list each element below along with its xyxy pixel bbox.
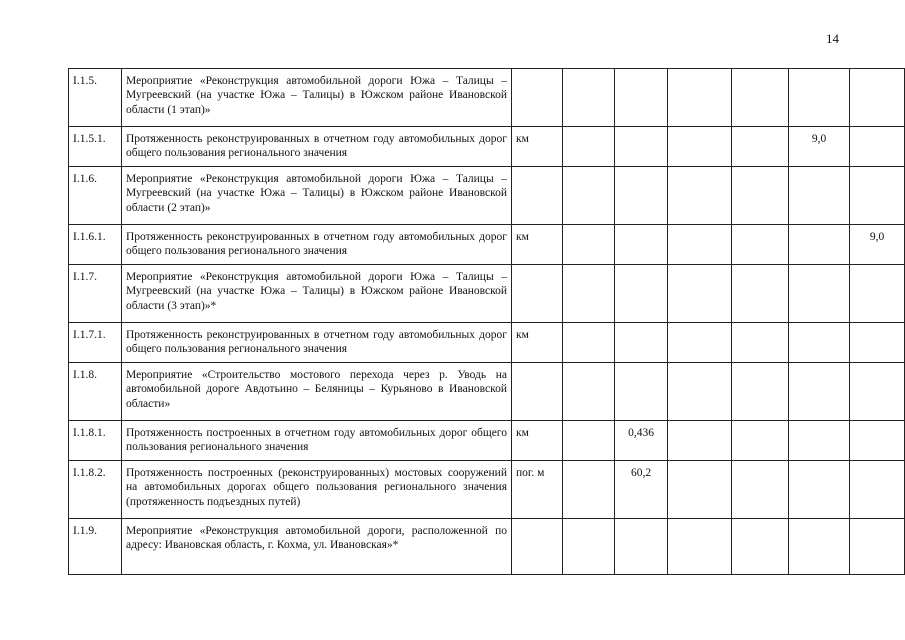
row-value-col-6: 9,0 — [850, 225, 905, 265]
row-code: I.1.5.1. — [69, 127, 122, 167]
row-value-col-5 — [789, 421, 850, 461]
row-value-col-5 — [789, 519, 850, 575]
row-value-col-4 — [732, 127, 789, 167]
row-description: Протяженность реконструированных в отчетном году автомобильных дорог общего пользования регионального значения — [122, 323, 512, 363]
row-value-col-1 — [563, 461, 615, 519]
row-description: Мероприятие «Реконструкция автомобильной дороги Южа – Талицы – Мугреевский (на участке Южа – Талицы) в Южском районе Ивановской области (1 этап)» — [122, 69, 512, 127]
row-value-col-2 — [615, 519, 668, 575]
row-description: Мероприятие «Реконструкция автомобильной дороги Южа – Талицы – Мугреевский (на участке Южа – Талицы) в Южском районе Ивановской области (2 этап)» — [122, 167, 512, 225]
row-unit — [512, 69, 563, 127]
row-value-col-5 — [789, 323, 850, 363]
row-value-col-6 — [850, 421, 905, 461]
row-code: I.1.6. — [69, 167, 122, 225]
row-value-col-3 — [668, 69, 732, 127]
row-value-col-1 — [563, 363, 615, 421]
row-value-col-2 — [615, 363, 668, 421]
row-value-col-4 — [732, 461, 789, 519]
row-description: Мероприятие «Реконструкция автомобильной дороги, расположенной по адресу: Ивановская область, г. Кохма, ул. Ивановская»* — [122, 519, 512, 575]
row-unit: км — [512, 225, 563, 265]
row-code: I.1.9. — [69, 519, 122, 575]
row-unit: км — [512, 127, 563, 167]
row-value-col-4 — [732, 69, 789, 127]
table-row — [69, 127, 905, 167]
row-value-col-6 — [850, 519, 905, 575]
row-value-col-1 — [563, 225, 615, 265]
row-value-col-3 — [668, 421, 732, 461]
row-unit — [512, 519, 563, 575]
row-unit — [512, 265, 563, 323]
row-value-col-4 — [732, 225, 789, 265]
row-value-col-3 — [668, 323, 732, 363]
row-value-col-1 — [563, 519, 615, 575]
row-value-col-6 — [850, 69, 905, 127]
row-value-col-1 — [563, 167, 615, 225]
row-value-col-1 — [563, 127, 615, 167]
row-value-col-5 — [789, 69, 850, 127]
row-code: I.1.8.2. — [69, 461, 122, 519]
row-value-col-6 — [850, 127, 905, 167]
row-value-col-2 — [615, 167, 668, 225]
row-value-col-3 — [668, 363, 732, 421]
row-value-col-5 — [789, 363, 850, 421]
row-value-col-3 — [668, 461, 732, 519]
row-code: I.1.5. — [69, 69, 122, 127]
row-value-col-1 — [563, 69, 615, 127]
row-value-col-4 — [732, 421, 789, 461]
table-row — [69, 225, 905, 265]
row-value-col-3 — [668, 265, 732, 323]
row-value-col-3 — [668, 225, 732, 265]
row-value-col-4 — [732, 519, 789, 575]
row-value-col-3 — [668, 519, 732, 575]
row-value-col-5 — [789, 461, 850, 519]
row-code: I.1.6.1. — [69, 225, 122, 265]
row-value-col-5 — [789, 225, 850, 265]
page-number: 14 — [826, 31, 839, 46]
indicators-table — [68, 68, 905, 575]
row-unit: км — [512, 421, 563, 461]
row-value-col-5: 9,0 — [789, 127, 850, 167]
table-row — [69, 167, 905, 225]
row-unit: пог. м — [512, 461, 563, 519]
table-row — [69, 265, 905, 323]
row-description: Протяженность построенных (реконструированных) мостовых сооружений на автомобильных дорогах общего пользования регионального значения (протяженность подъездных путей) — [122, 461, 512, 519]
row-value-col-6 — [850, 167, 905, 225]
row-code: I.1.7.1. — [69, 323, 122, 363]
row-value-col-3 — [668, 127, 732, 167]
table-row — [69, 323, 905, 363]
row-description: Мероприятие «Реконструкция автомобильной дороги Южа – Талицы – Мугреевский (на участке Южа – Талицы) в Южском районе Ивановской области (3 этап)»* — [122, 265, 512, 323]
table-row — [69, 461, 905, 519]
row-value-col-1 — [563, 265, 615, 323]
row-description: Протяженность реконструированных в отчетном году автомобильных дорог общего пользования регионального значения — [122, 225, 512, 265]
row-code: I.1.7. — [69, 265, 122, 323]
row-value-col-3 — [668, 167, 732, 225]
row-value-col-2 — [615, 225, 668, 265]
row-value-col-2 — [615, 323, 668, 363]
row-value-col-4 — [732, 167, 789, 225]
row-value-col-2 — [615, 69, 668, 127]
row-value-col-5 — [789, 167, 850, 225]
row-value-col-1 — [563, 323, 615, 363]
row-value-col-2: 60,2 — [615, 461, 668, 519]
row-value-col-6 — [850, 265, 905, 323]
row-description: Протяженность построенных в отчетном году автомобильных дорог общего пользования регионального значения — [122, 421, 512, 461]
row-value-col-5 — [789, 265, 850, 323]
row-value-col-6 — [850, 363, 905, 421]
row-value-col-1 — [563, 421, 615, 461]
row-value-col-4 — [732, 323, 789, 363]
row-value-col-2 — [615, 265, 668, 323]
row-value-col-6 — [850, 461, 905, 519]
row-unit — [512, 363, 563, 421]
row-value-col-4 — [732, 265, 789, 323]
row-code: I.1.8. — [69, 363, 122, 421]
row-unit — [512, 167, 563, 225]
table-row — [69, 69, 905, 127]
row-value-col-4 — [732, 363, 789, 421]
row-unit: км — [512, 323, 563, 363]
row-value-col-6 — [850, 323, 905, 363]
table-row — [69, 421, 905, 461]
row-code: I.1.8.1. — [69, 421, 122, 461]
row-description: Мероприятие «Строительство мостового перехода через р. Уводь на автомобильной дороге Авдотьино – Беляницы – Курьяново в Ивановской области» — [122, 363, 512, 421]
row-value-col-2: 0,436 — [615, 421, 668, 461]
table-row — [69, 519, 905, 575]
row-value-col-2 — [615, 127, 668, 167]
row-description: Протяженность реконструированных в отчетном году автомобильных дорог общего пользования регионального значения — [122, 127, 512, 167]
table-row — [69, 363, 905, 421]
